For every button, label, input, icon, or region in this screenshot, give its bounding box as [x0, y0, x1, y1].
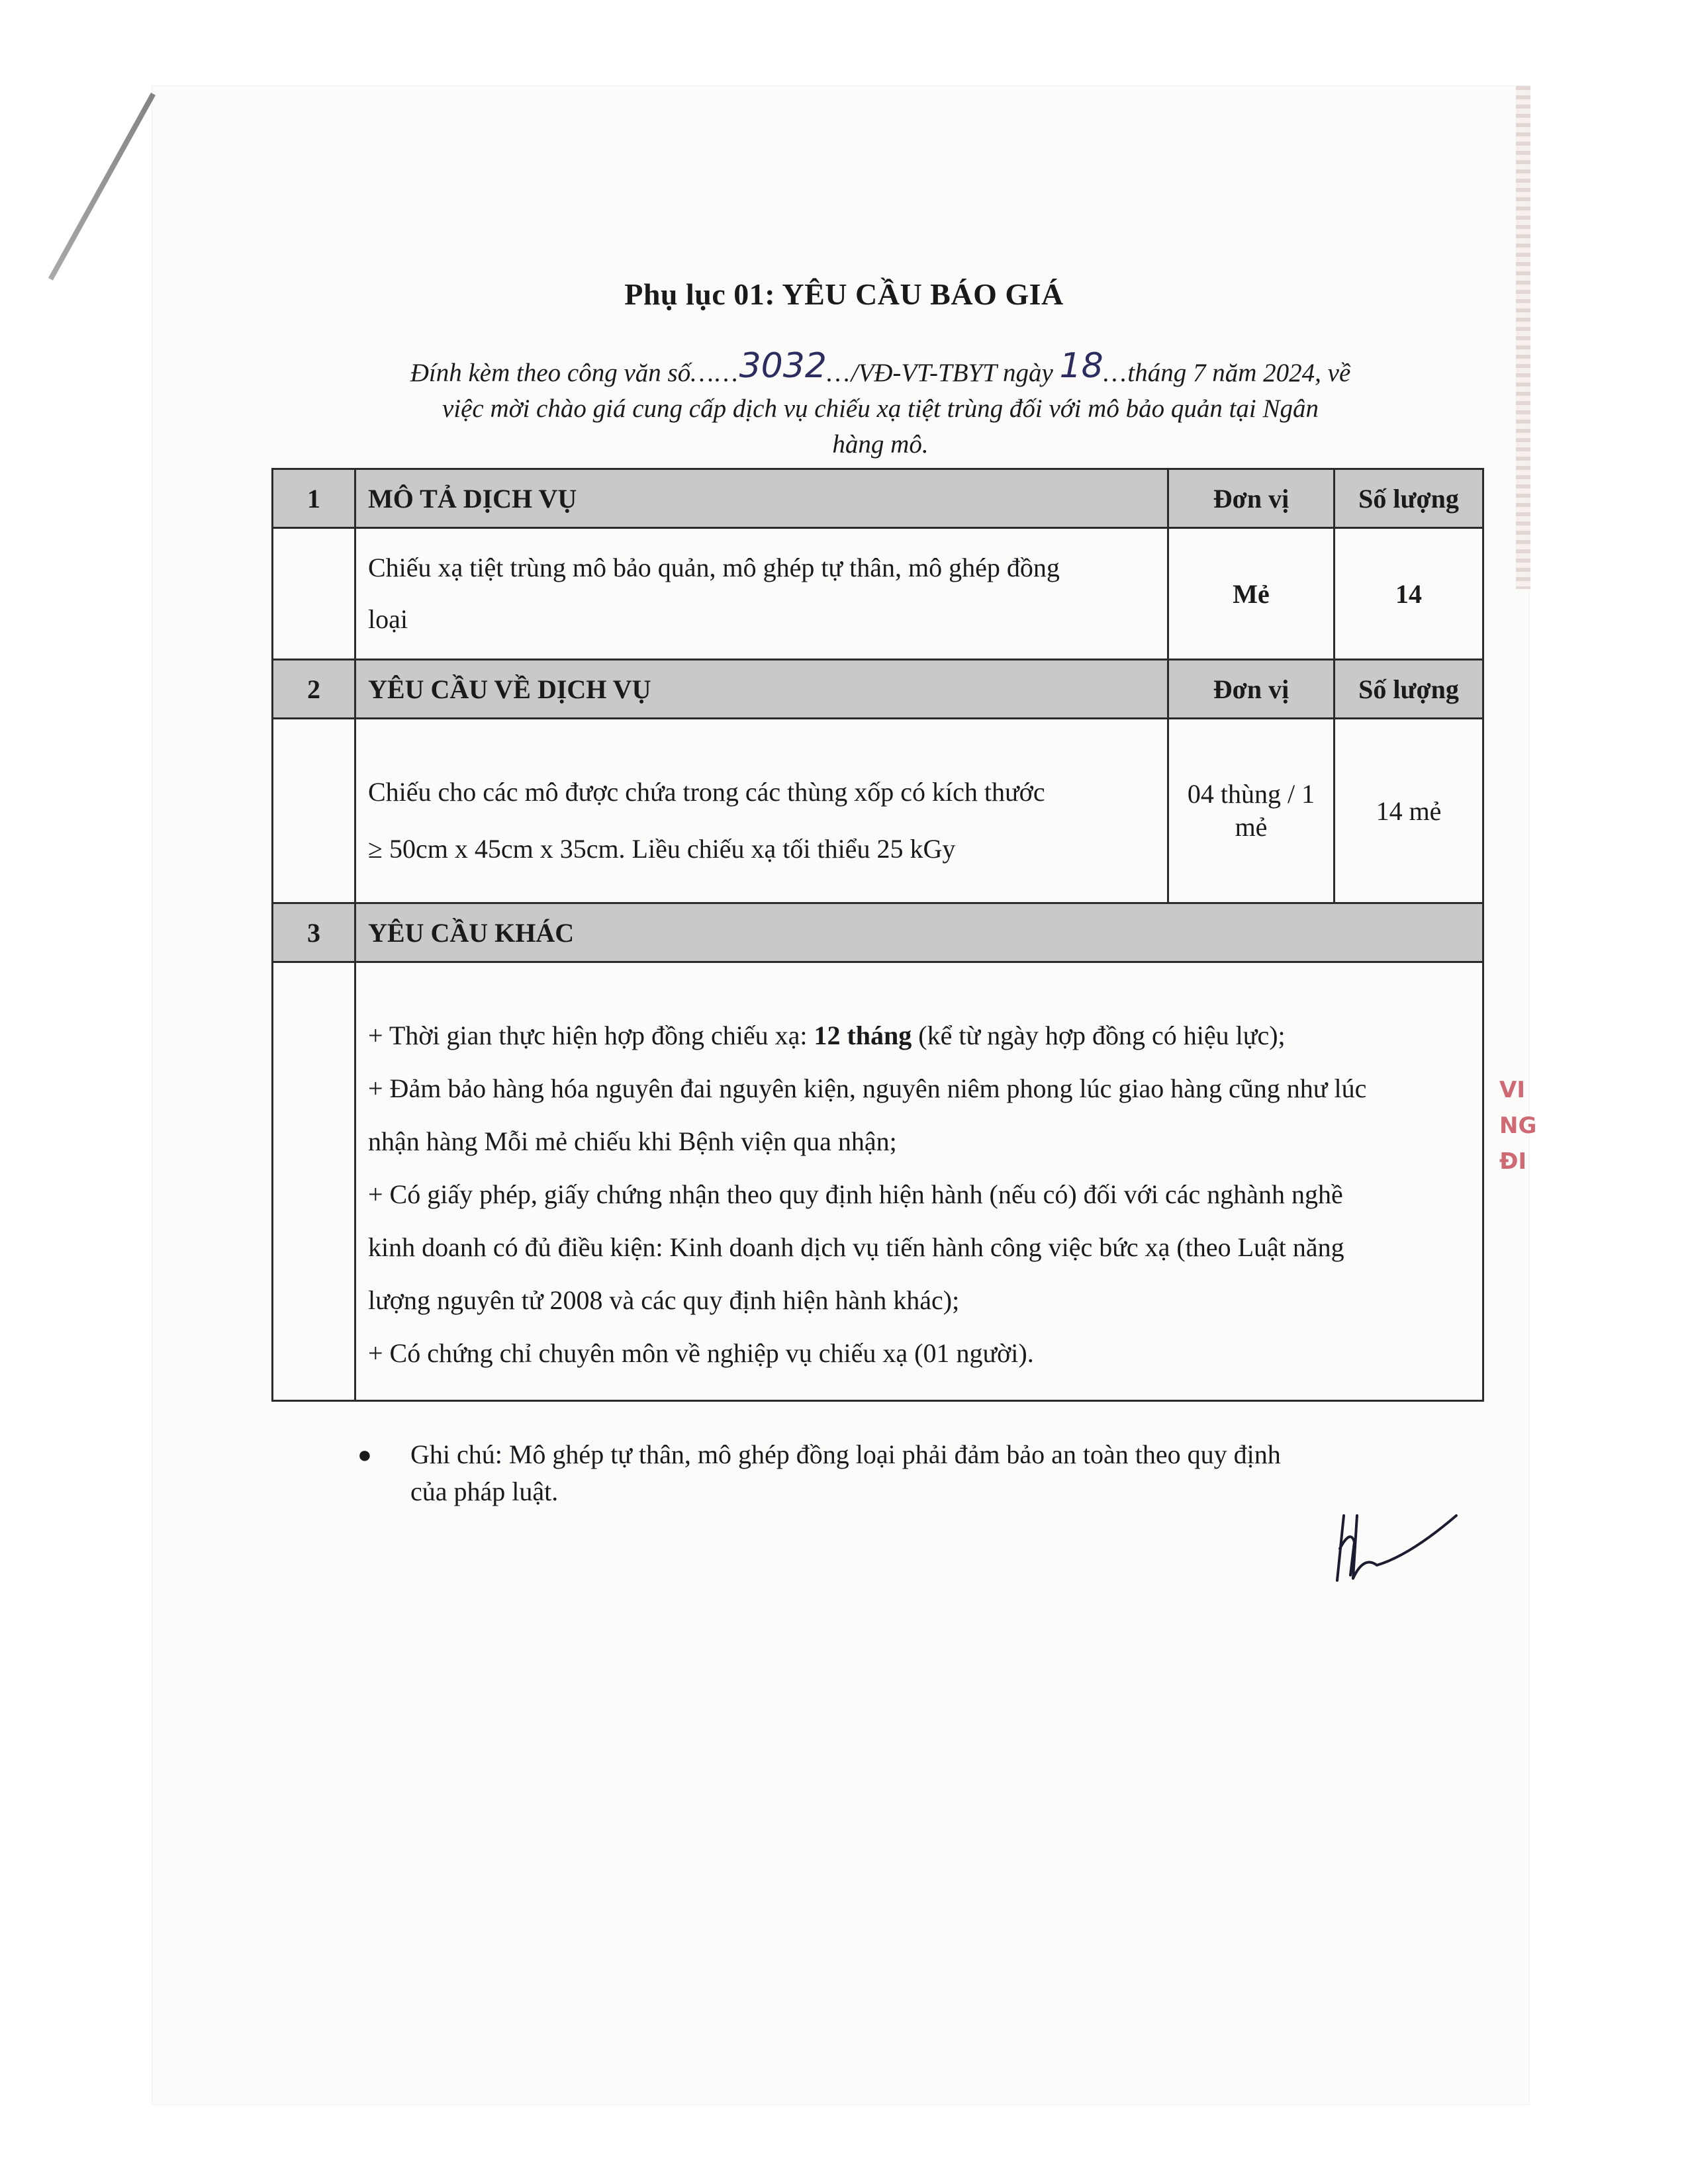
requirement-item: lượng nguyên tử 2008 và các quy định hiện hành khác); — [368, 1285, 960, 1315]
section-2-row — [273, 719, 1483, 903]
stamp-line: NG — [1499, 1113, 1537, 1139]
service-requirement — [355, 719, 1168, 903]
section-2-header — [273, 660, 1483, 719]
section-3-row — [273, 962, 1483, 1401]
bullet-icon: ● — [357, 1441, 372, 1468]
quantity-value: 14 mẻ — [1335, 719, 1483, 903]
section-1-row — [273, 528, 1483, 660]
empty-cell — [273, 962, 355, 1401]
signature-icon — [1331, 1502, 1463, 1588]
description-line: Chiếu cho các mô được chứa trong các thùng xốp có kích thước — [368, 777, 1045, 807]
section-heading: MÔ TẢ DỊCH VỤ — [355, 469, 1168, 528]
unit-value — [1168, 719, 1335, 903]
note-line: Ghi chú: Mô ghép tự thân, mô ghép đồng loại phải đảm bảo an toàn theo quy định — [410, 1439, 1281, 1469]
document-title: Phụ lục 01: YÊU CẦU BÁO GIÁ — [624, 277, 1064, 311]
stamp-line: ĐI — [1499, 1148, 1527, 1175]
intro-paragraph — [338, 346, 1423, 463]
intro-line-1 — [338, 346, 1423, 391]
handwritten-day: 18 — [1059, 346, 1103, 386]
note — [357, 1436, 1417, 1510]
intro-line-3: hàng mô. — [832, 430, 929, 459]
scan-shadow-line — [48, 93, 156, 281]
section-heading: YÊU CẦU VỀ DỊCH VỤ — [355, 660, 1168, 719]
requirement-text: + Thời gian thực hiện hợp đồng chiếu xạ: — [368, 1021, 814, 1050]
requirement-item: + Có giấy phép, giấy chứng nhận theo quy định hiện hành (nếu có) đối với các nghành nghề — [368, 1179, 1343, 1209]
requirement-item: + Có chứng chỉ chuyên môn về nghiệp vụ chiếu xạ (01 người). — [368, 1338, 1034, 1368]
description-line: Chiếu xạ tiệt trùng mô bảo quản, mô ghép tự thân, mô ghép đồng — [368, 553, 1060, 582]
quantity-header: Số lượng — [1335, 469, 1483, 528]
requirement-item: + Đảm bảo hàng hóa nguyên đai nguyên kiện, nguyên niêm phong lúc giao hàng cũng như lúc — [368, 1073, 1367, 1103]
section-number: 3 — [273, 903, 355, 962]
service-description — [355, 528, 1168, 660]
dots: … — [826, 359, 851, 387]
intro-line-2: việc mời chào giá cung cấp dịch vụ chiếu xạ tiệt trùng đối với mô bảo quản tại Ngân — [442, 394, 1319, 423]
page-edge-strip — [1516, 86, 1530, 589]
handwritten-number: 3032 — [739, 346, 827, 386]
section-number: 2 — [273, 660, 355, 719]
requirements-table — [271, 468, 1484, 1402]
requirement-text: (kể từ ngày hợp đồng có hiệu lực); — [912, 1021, 1286, 1050]
unit-header: Đơn vị — [1168, 660, 1335, 719]
intro-ref: /VĐ-VT-TBYT ngày — [851, 359, 1053, 387]
other-requirements-list — [355, 962, 1483, 1401]
unit-header: Đơn vị — [1168, 469, 1335, 528]
description-line: ≥ 50cm x 45cm x 35cm. Liều chiếu xạ tối thiểu 25 kGy — [368, 834, 956, 864]
note-line: của pháp luật. — [410, 1477, 559, 1506]
dots: … — [1103, 359, 1128, 387]
requirement-item: kinh doanh có đủ điều kiện: Kinh doanh dịch vụ tiến hành công việc bức xạ (theo Luật năng — [368, 1232, 1344, 1262]
section-1-header — [273, 469, 1483, 528]
quantity-value: 14 — [1335, 528, 1483, 660]
unit-line: 04 thùng / 1 — [1187, 779, 1315, 809]
intro-month: tháng 7 năm 2024, về — [1127, 359, 1351, 387]
dots: …… — [690, 359, 739, 387]
section-number: 1 — [273, 469, 355, 528]
empty-cell — [273, 719, 355, 903]
quantity-header: Số lượng — [1335, 660, 1483, 719]
requirement-item: nhận hàng Mỗi mẻ chiếu khi Bệnh viện qua nhận; — [368, 1126, 897, 1156]
stamp-line: VI — [1499, 1077, 1525, 1103]
unit-value: Mẻ — [1168, 528, 1335, 660]
section-heading: YÊU CẦU KHÁC — [355, 903, 1483, 962]
requirement-bold: 12 tháng — [814, 1021, 912, 1050]
intro-prefix: Đính kèm theo công văn số — [410, 359, 691, 387]
unit-line: mẻ — [1235, 812, 1268, 842]
empty-cell — [273, 528, 355, 660]
description-line: loại — [368, 604, 408, 634]
requirement-item — [368, 1009, 1470, 1062]
red-stamp-fragment — [1499, 1072, 1539, 1179]
section-3-header — [273, 903, 1483, 962]
